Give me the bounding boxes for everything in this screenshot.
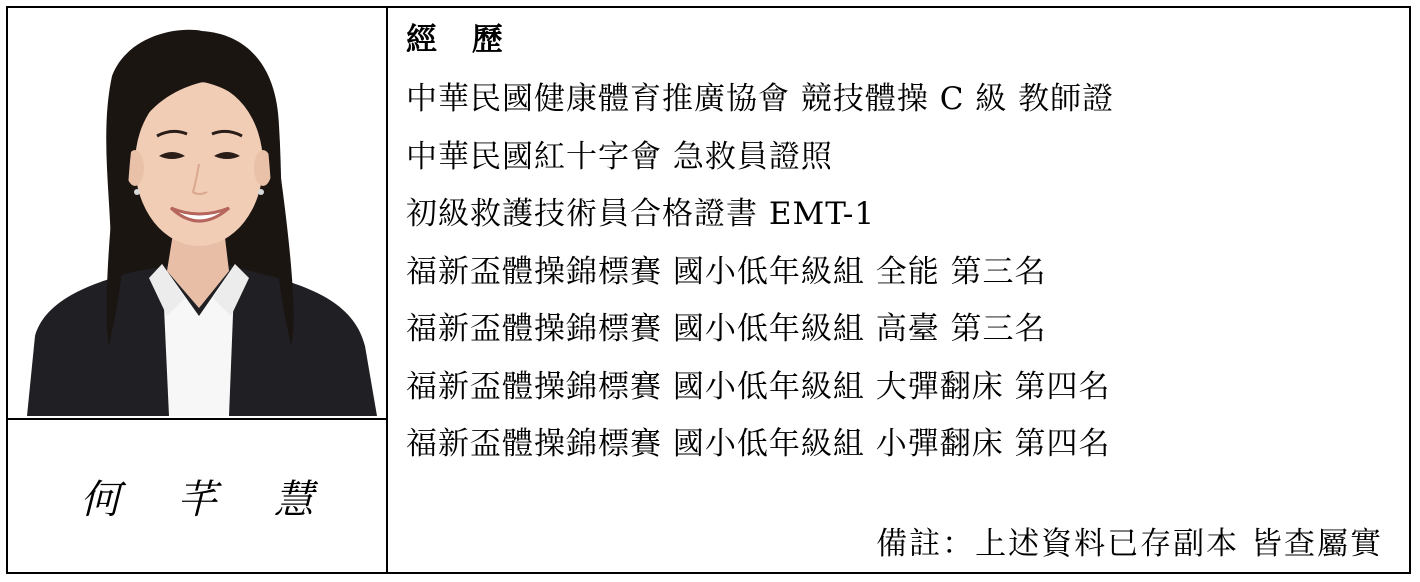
experience-section — [388, 8, 1409, 572]
experience-item: 福新盃體操錦標賽 國小低年級組 小彈翻床 第四名 — [406, 426, 1111, 462]
profile-card — [6, 6, 1411, 574]
experience-item: 初級救護技術員合格證書 EMT-1 — [406, 196, 876, 232]
experience-item: 福新盃體操錦標賽 國小低年級組 高臺 第三名 — [406, 311, 1047, 347]
experience-item: 福新盃體操錦標賽 國小低年級組 大彈翻床 第四名 — [406, 368, 1111, 405]
experience-item: 中華民國紅十字會 急救員證照 — [406, 138, 833, 175]
experience-item: 福新盃體操錦標賽 國小低年級組 全能 第三名 — [406, 253, 1047, 290]
experience-list — [406, 70, 1409, 473]
portrait-illustration — [17, 16, 379, 416]
experience-item: 中華民國健康體育推廣協會 競技體操 C 級 教師證 — [406, 81, 1115, 117]
name-cell — [8, 420, 386, 572]
portrait-photo — [17, 16, 379, 416]
left-column — [8, 8, 388, 572]
verification-note: 備註：上述資料已存副本 皆查屬實 — [876, 526, 1383, 562]
photo-cell — [8, 8, 386, 420]
experience-heading: 經 歷 — [406, 22, 515, 58]
person-name: 何 芊 慧 — [80, 476, 336, 523]
